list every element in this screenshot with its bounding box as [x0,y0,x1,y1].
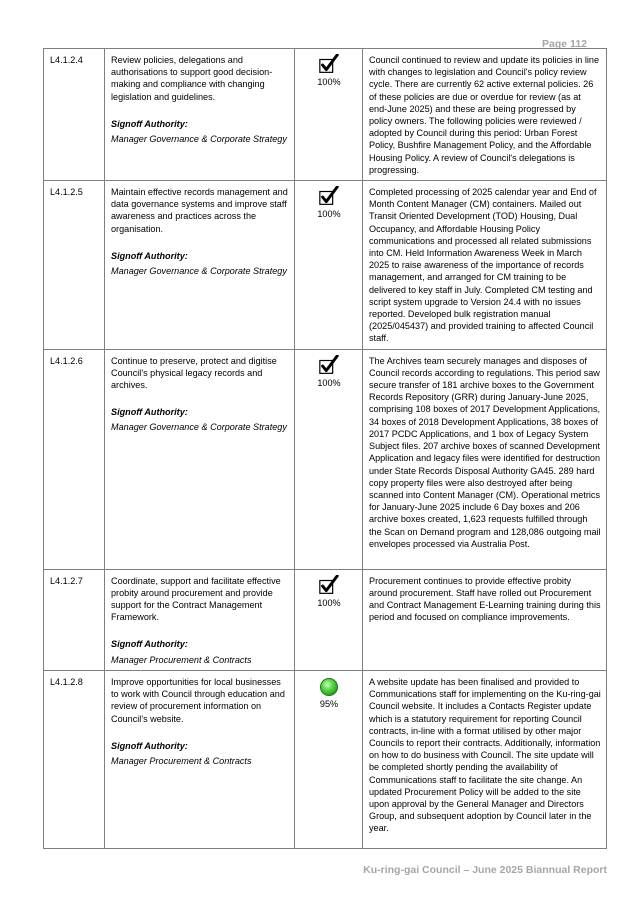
signoff-label: Signoff Authority: [111,118,188,129]
table-row [44,569,607,670]
signoff-authority: Manager Governance & Corporate Strategy [111,134,287,145]
signoff-label: Signoff Authority: [111,407,188,418]
report-footer: Ku-ring-gai Council – June 2025 Biannual Report [363,864,607,876]
action-description: Review policies, delegations and authorisations to support good decision-making and compliance with changing legislation and guidelines. [111,55,273,102]
checkmark-icon [318,355,340,377]
action-description-cell [105,569,295,670]
action-code: L4.1.2.8 [44,670,105,848]
actions-table [43,48,607,849]
signoff-authority: Manager Governance & Corporate Strategy [111,422,287,433]
progress-comment: A website update has been finalised and provided to Communications staff for implementing on the Ku-ring-gai Council website. It includes a Contacts Register update which is a statutory requirement for reporting Council contracts, in-line with a format utilised by other major Councils to report their contracts. Additionally, information on how to do business with Council. The site update will be completed shortly pending the availability of Communications staff to facilitate the site change. An updated Procurement Policy will be added to the site upon approval by the General Manager and Directors Group, and subsequent adoption by Council later in the year. [363,670,607,848]
action-description-cell [105,349,295,569]
table-row [44,49,607,181]
progress-comment: The Archives team securely manages and disposes of Council records according to regulations. This period saw secure transfer of 181 archive boxes to the Government Records Repository (GRR) during January-June 2025, comprising 108 boxes of 2017 Development Applications, 34 boxes of 2018 Development Applications, 38 boxes of 2017 PCDC Applications, and 1 box of Legacy System Subject files. 207 archive boxes of scanned Development Application and legacy files were identified for destruction under State Records Disposal Authority GA45. 289 hard copy property files were also destroyed after being scanned into Content Manager (CM). Operational metrics for January-June 2025 include 6 Day boxes and 206 archive boxes created, 1,623 requests fulfilled through the Scan on Demand program and 128,086 outgoing mail envelopes processed via Australia Post. [363,349,607,569]
status-cell [295,569,363,670]
progress-percent: 100% [317,377,341,388]
checkmark-icon [318,575,340,597]
action-description: Improve opportunities for local businesses to work with Council through education and review of procurement information on Council's website. [111,676,285,724]
signoff-label: Signoff Authority: [111,250,188,261]
action-code: L4.1.2.4 [44,49,105,181]
green-light-icon [320,678,338,696]
action-code: L4.1.2.5 [44,181,105,350]
progress-percent: 95% [319,698,339,709]
action-description-cell [105,181,295,350]
action-code: L4.1.2.6 [44,349,105,569]
action-description: Maintain effective records management and data governance systems and improve staff awareness and practices across the organisation. [111,187,288,234]
signoff-authority: Manager Governance & Corporate Strategy [111,266,287,277]
progress-comment: Council continued to review and update its policies in line with changes to legislation and Council's policy review cycle. There are currently 62 active external policies. 26 of these policies are due or overdue for review (as at end-June 2025) and these are being progressed by policy owners. The following policies were reviewed / adopted by Council during this period: Urban Forest Policy, Bushfire Management Policy, and the Affordable Housing Policy. A review of Council's delegations is progressing. [363,49,607,181]
action-description: Continue to preserve, protect and digitise Council's physical legacy records and archives. [111,355,277,391]
progress-comment: Procurement continues to provide effective probity around procurement. Staff have rolled out Procurement and Contract Management E-Learning training during this period and focused on compliance improvements. [363,569,607,670]
progress-percent: 100% [317,77,341,87]
status-cell [295,181,363,350]
action-code: L4.1.2.7 [44,569,105,670]
table-row [44,181,607,350]
signoff-label: Signoff Authority: [111,740,188,751]
signoff-authority: Manager Procurement & Contracts [111,654,252,665]
action-description: Coordinate, support and facilitate effective probity around procurement and provide support for the Contract Management Framework. [111,575,281,623]
page-number: Page 112 [542,38,587,50]
progress-comment: Completed processing of 2025 calendar year and End of Month Content Manager (CM) containers. Mailed out Transit Oriented Development (TOD) Housing, Dual Occupancy, and Affordable Housing Policy communications and processed all related submissions into CM. Held Information Awareness Week in March 2025 to raise awareness of the importance of records management, and arranged for CM training to be delivered to key staff in July. Completed CM testing and script system upgrade to Version 24.4 with no issues reported. Developed bulk registration manual (2025/045437) and provided training to affected Council staff. [363,181,607,350]
checkmark-icon [318,186,340,208]
table-row [44,349,607,569]
status-cell [295,349,363,569]
progress-percent: 100% [317,209,341,220]
status-cell [295,670,363,848]
signoff-label: Signoff Authority: [111,639,188,650]
table-row [44,670,607,848]
progress-percent: 100% [317,597,341,608]
checkmark-icon [318,54,340,76]
action-description-cell [105,49,295,181]
action-description-cell [105,670,295,848]
signoff-authority: Manager Procurement & Contracts [111,755,252,766]
status-cell [295,49,363,181]
